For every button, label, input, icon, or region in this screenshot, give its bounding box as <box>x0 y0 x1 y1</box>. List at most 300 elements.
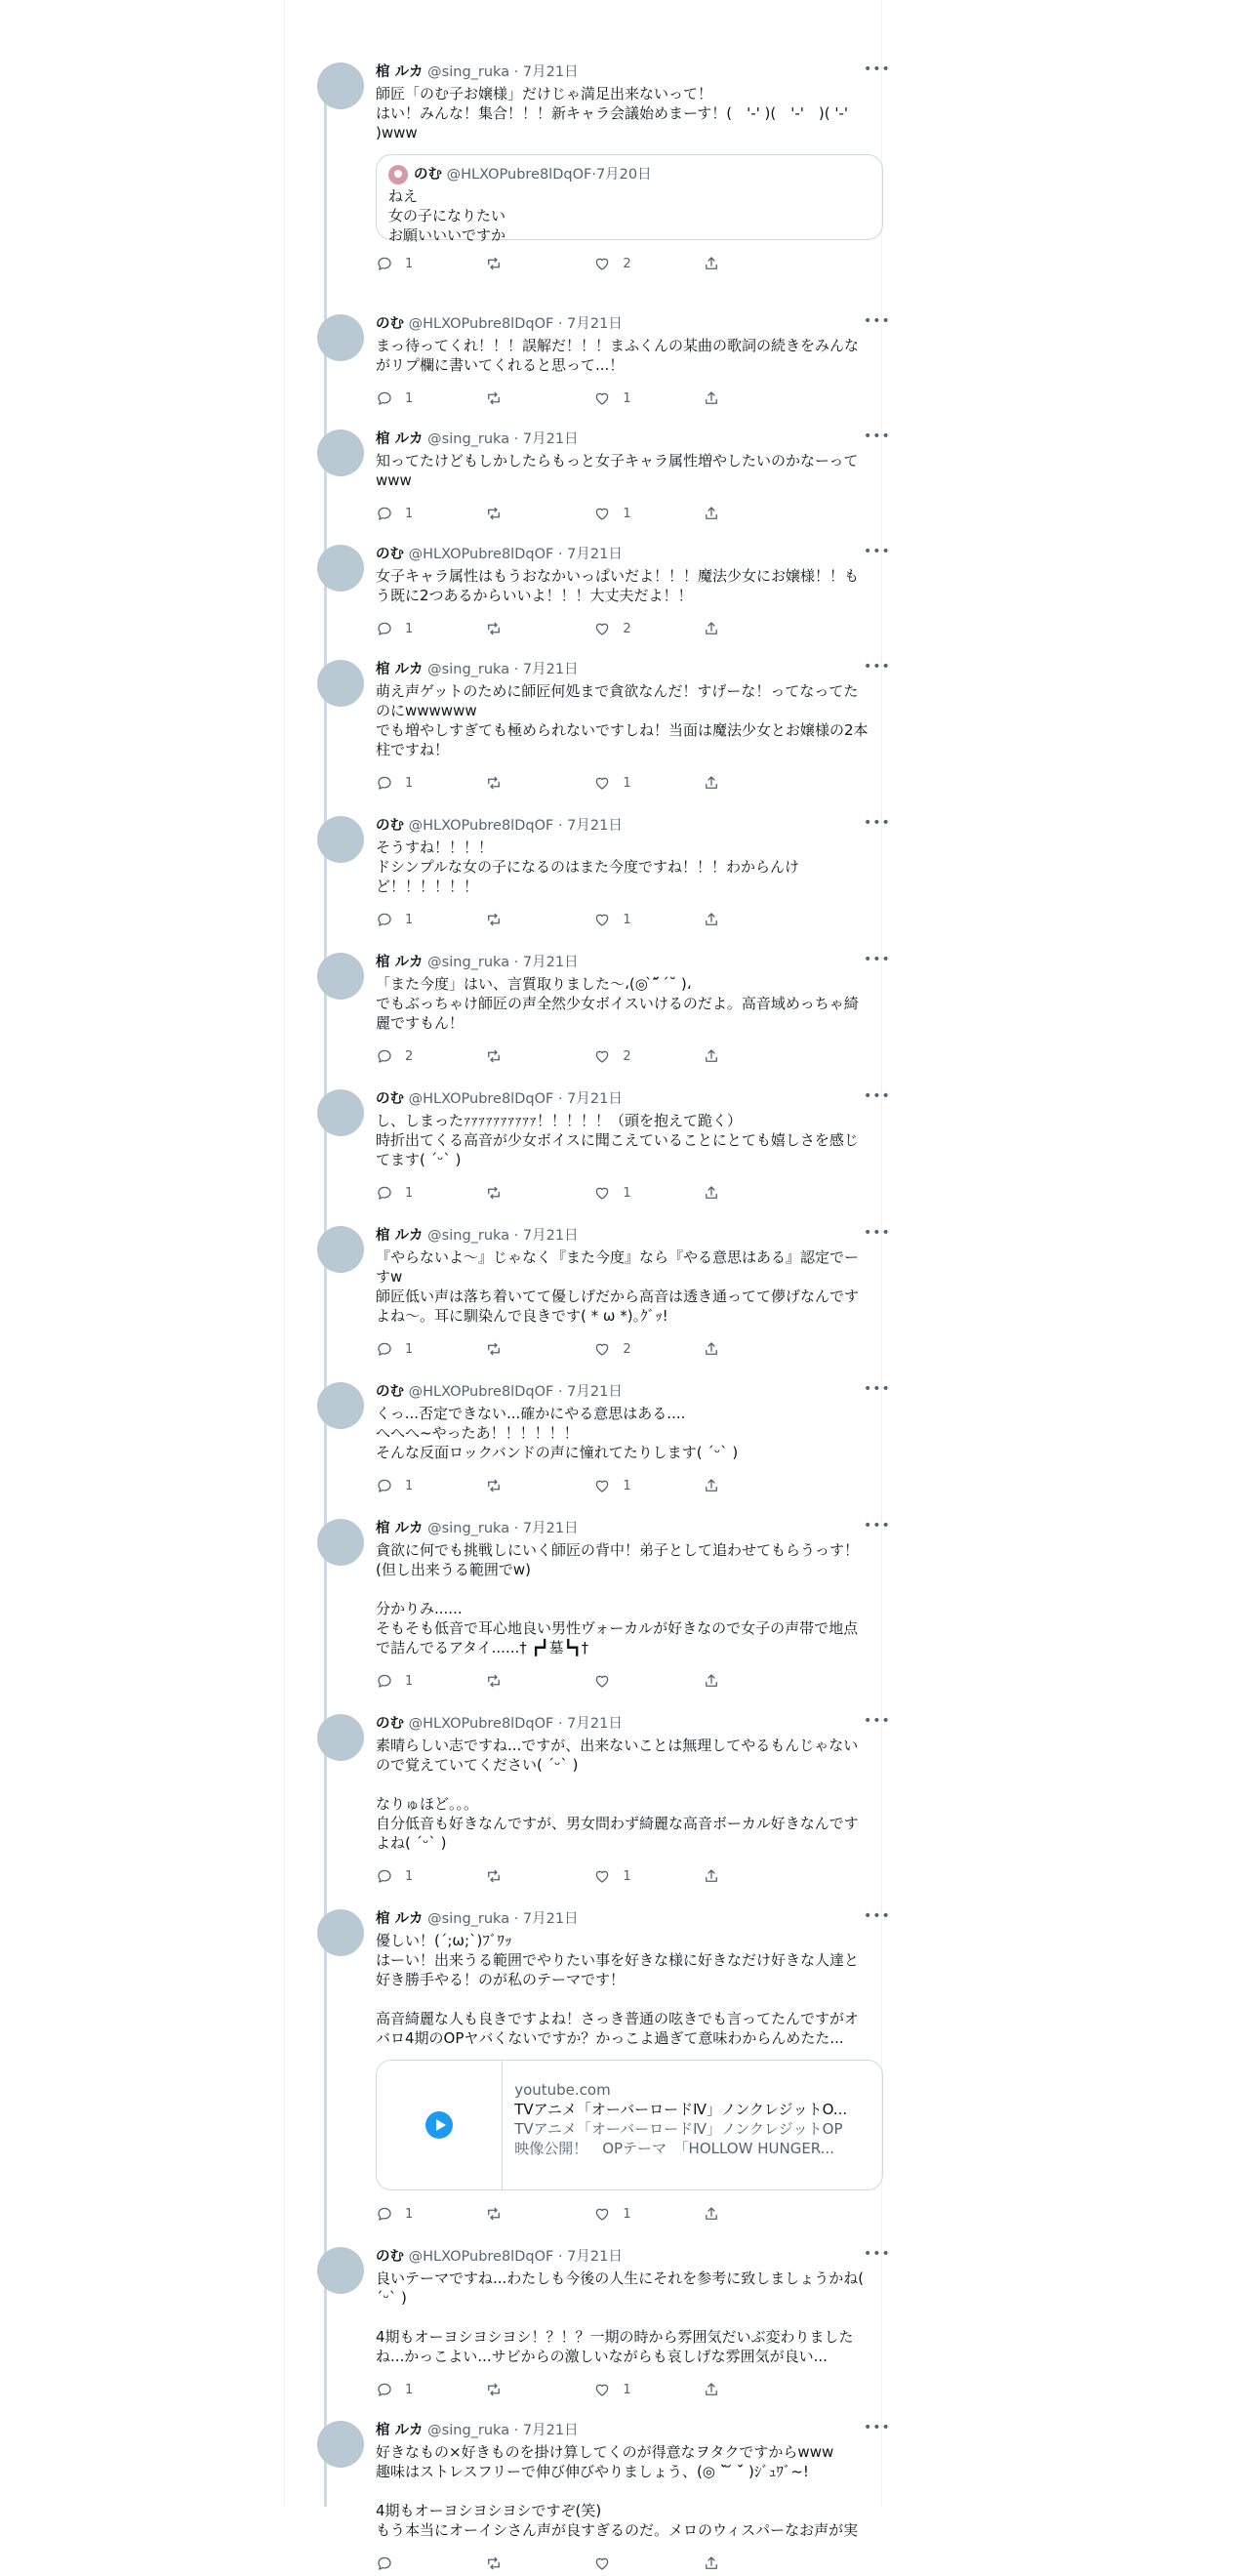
retweet-icon <box>485 774 503 792</box>
author-name[interactable]: 棺 ルカ <box>376 1521 424 1536</box>
separator-dot: · <box>553 316 568 332</box>
reply-count: 1 <box>405 2382 414 2397</box>
reply-count: 1 <box>405 912 414 927</box>
author-name[interactable]: のむ <box>376 818 404 834</box>
reply-button[interactable] <box>376 254 464 273</box>
author-name[interactable]: 棺 ルカ <box>376 1911 424 1927</box>
share-icon <box>703 1047 720 1065</box>
timestamp[interactable]: 7月21日 <box>522 1521 579 1536</box>
timestamp[interactable]: 7月21日 <box>567 2249 623 2265</box>
separator-dot: · <box>509 1228 523 1244</box>
tweet-body <box>376 2420 891 2573</box>
avatar[interactable] <box>317 1519 364 1566</box>
tweet-body <box>376 1381 891 1495</box>
tweet-header <box>376 429 891 449</box>
retweet-button[interactable] <box>485 504 573 523</box>
reply-button[interactable] <box>376 1476 464 1495</box>
like-count: 1 <box>623 1185 631 1201</box>
tweet-actions <box>376 1671 790 1691</box>
tweet-actions <box>376 388 790 408</box>
retweet-icon <box>485 1047 503 1065</box>
share-icon <box>703 911 720 928</box>
reply-button[interactable] <box>376 1671 464 1691</box>
avatar[interactable] <box>317 314 364 361</box>
separator-dot: · <box>509 662 523 677</box>
share-button[interactable] <box>703 254 790 273</box>
tweet-body <box>376 1088 891 1203</box>
tweet-header <box>376 313 891 334</box>
reply-icon <box>376 620 393 637</box>
heart-icon <box>593 2205 611 2223</box>
reply-button[interactable] <box>376 1183 464 1203</box>
retweet-icon <box>485 1477 503 1494</box>
retweet-button[interactable] <box>485 388 573 408</box>
retweet-icon <box>485 2381 503 2398</box>
quoted-tweet[interactable] <box>376 154 883 244</box>
reply-button[interactable] <box>376 504 464 523</box>
separator-dot: · <box>553 2249 568 2265</box>
reply-count: 1 <box>405 1341 414 1357</box>
tweet-header <box>376 1908 891 1929</box>
separator-dot: · <box>553 1091 568 1107</box>
like-count: 1 <box>623 1868 631 1884</box>
tweet-header <box>376 815 891 836</box>
avatar[interactable] <box>317 1909 364 1956</box>
like-button[interactable] <box>593 254 681 273</box>
timestamp[interactable]: 7月21日 <box>522 2423 579 2438</box>
separator-dot: · <box>509 2423 523 2438</box>
tweet-header <box>376 1518 891 1538</box>
quoted-timestamp: 7月20日 <box>595 167 652 183</box>
share-icon <box>703 774 720 792</box>
share-icon <box>703 1867 720 1885</box>
like-button[interactable] <box>593 2554 681 2573</box>
reply-icon <box>376 1340 393 1358</box>
retweet-icon <box>485 1340 503 1358</box>
tweet-actions <box>376 2380 790 2399</box>
author-name[interactable]: 棺 ルカ <box>376 662 424 677</box>
share-button[interactable] <box>703 619 790 638</box>
retweet-button[interactable] <box>485 2380 573 2399</box>
reply-icon <box>376 2205 393 2223</box>
reply-icon <box>376 1477 393 1494</box>
reply-count: 1 <box>405 506 414 521</box>
retweet-icon <box>485 1867 503 1885</box>
heart-icon <box>593 774 611 792</box>
more-options-icon[interactable]: ••• <box>864 2246 891 2262</box>
more-options-icon[interactable]: ••• <box>864 1381 891 1397</box>
author-handle[interactable]: @HLXOPubre8lDqOF <box>408 547 554 562</box>
tweet-actions <box>376 1866 790 1886</box>
like-count: 1 <box>623 390 631 406</box>
share-icon <box>703 1340 720 1358</box>
card-title: TVアニメ「オーバーロードⅣ」ノンクレジットO... <box>514 2101 848 2118</box>
reply-count: 1 <box>405 1673 414 1689</box>
author-handle[interactable]: @HLXOPubre8lDqOF <box>408 2249 554 2265</box>
more-options-icon[interactable]: ••• <box>864 544 891 559</box>
tweet-actions <box>376 504 790 523</box>
tweet-text: くっ...否定できない...確かにやる意思はある.... へへへ~やったあ！！！！！！ そんな反面ロックバンドの声に憧れてたりします( ˊᵕˋ ) <box>376 1405 739 1461</box>
card-description: TVアニメ「オーバーロードⅣ」ノンクレジットOP 映像公開！ OPテーマ 「HOLLOW HUNGER... <box>514 2120 843 2157</box>
reply-button[interactable] <box>376 2380 464 2399</box>
reply-icon <box>376 1867 393 1885</box>
share-button[interactable] <box>703 910 790 929</box>
tweet-body <box>376 815 891 929</box>
like-count: 1 <box>623 2382 631 2397</box>
tweet-header <box>376 659 891 679</box>
like-count: 1 <box>623 506 631 521</box>
tweet-actions <box>376 1183 790 1203</box>
retweet-icon <box>485 1184 503 1202</box>
retweet-icon <box>485 2205 503 2223</box>
retweet-icon <box>485 255 503 272</box>
tweet-text: 素晴らしい志ですね...ですが、出来ないことは無理してやるもんじゃない ので覚えていてください( ˊᵕˋ ) なりゅほど。。。 自分低音も好きなんですが、男女問わず綺麗な高音ボーカル好きなんです よね( ˊᵕˋ ) <box>376 1737 859 1852</box>
tweet-body <box>376 1518 891 1691</box>
share-icon <box>703 389 720 407</box>
share-icon <box>703 2381 720 2398</box>
retweet-button[interactable] <box>485 1046 573 1066</box>
reply-icon <box>376 1672 393 1690</box>
reply-button[interactable] <box>376 1866 464 1886</box>
share-icon <box>703 620 720 637</box>
reply-button[interactable] <box>376 1339 464 1359</box>
tweet-body <box>376 1225 891 1359</box>
like-button[interactable] <box>593 1671 681 1691</box>
share-icon <box>703 2555 720 2572</box>
like-count: 1 <box>623 912 631 927</box>
tweet-header <box>376 1381 891 1402</box>
author-handle[interactable]: @HLXOPubre8lDqOF <box>408 818 554 834</box>
author-name[interactable]: のむ <box>376 1716 404 1732</box>
share-button[interactable] <box>703 1046 790 1066</box>
like-button[interactable] <box>593 619 681 638</box>
timestamp[interactable]: 7月21日 <box>567 818 623 834</box>
reply-count: 1 <box>405 390 414 406</box>
reply-icon <box>376 255 393 272</box>
tweet-header <box>376 61 891 82</box>
tweet-text: 優しい！(´;ω;`)ﾌﾞﾜｯ はーい！出来うる範囲でやりたい事を好きな様に好きなだけ好きな人達と 好き勝手やる！のが私のテーマです！ 高音綺麗な人も良きですよね！さっき普通の呟きでも言ってたんですがオ バロ4期のOPヤバくないですか？かっこよ過ぎて意味わからんめたた... <box>376 1932 860 2047</box>
avatar[interactable] <box>317 660 364 707</box>
author-handle[interactable]: @sing_ruka <box>427 662 510 677</box>
timestamp[interactable]: 7月21日 <box>567 1716 623 1732</box>
retweet-button[interactable] <box>485 2204 573 2224</box>
share-button[interactable] <box>703 1339 790 1359</box>
retweet-icon <box>485 911 503 928</box>
reply-button[interactable] <box>376 910 464 929</box>
author-handle[interactable]: @sing_ruka <box>427 1228 510 1244</box>
avatar[interactable] <box>317 2421 364 2468</box>
reply-icon <box>376 774 393 792</box>
share-button[interactable] <box>703 388 790 408</box>
tweet-text: 貪欲に何でも挑戦しにいく師匠の背中！弟子として追わせてもらうっす！ (但し出来うる範囲でw) 分かりみ...... そもそも低音で耳心地良い男性ヴォーカルが好きなので女子の声帯で地点 で詰んでるアタイ......† ┏┛墓┗┓† <box>376 1541 860 1656</box>
tweet-text: 『やらないよ〜』じゃなく『また今度』なら『やる意思はある』認定でー すw 師匠低い声は落ち着いてて優しげだから高音は透き通ってて儚げなんです よね〜。耳に馴染んで良きです( * ω *)｡ｸﾞｯ! <box>376 1248 860 1325</box>
tweet-actions <box>376 773 790 793</box>
retweet-button[interactable] <box>485 910 573 929</box>
reply-button[interactable] <box>376 1046 464 1066</box>
heart-icon <box>593 2381 611 2398</box>
avatar[interactable] <box>317 429 364 476</box>
avatar[interactable] <box>317 545 364 592</box>
quoted-author-name: のむ <box>414 167 442 183</box>
tweet-text: 師匠「のむ子お嬢様」だけじゃ満足出来ないって！ はい！みんな！集合！！！新キャラ会議始めまーす！( '-' )( '-' )( '-' )www <box>376 85 849 142</box>
heart-icon <box>593 1477 611 1494</box>
like-count: 1 <box>623 1478 631 1493</box>
author-name[interactable]: のむ <box>376 1384 404 1400</box>
like-count: 2 <box>623 1341 631 1357</box>
reply-icon <box>376 911 393 928</box>
more-options-icon[interactable]: ••• <box>864 1908 891 1924</box>
quoted-avatar <box>388 165 408 184</box>
tweet-body <box>376 659 891 793</box>
avatar[interactable] <box>317 1089 364 1136</box>
heart-icon <box>593 1340 611 1358</box>
more-options-icon[interactable]: ••• <box>864 1518 891 1533</box>
author-handle[interactable]: @sing_ruka <box>427 64 510 80</box>
avatar[interactable] <box>317 1714 364 1761</box>
like-button[interactable] <box>593 504 681 523</box>
like-button[interactable] <box>593 388 681 408</box>
more-options-icon[interactable]: ••• <box>864 429 891 444</box>
timestamp[interactable]: 7月21日 <box>522 1911 579 1927</box>
like-button[interactable] <box>593 1046 681 1066</box>
like-button[interactable] <box>593 2380 681 2399</box>
share-button[interactable] <box>703 1476 790 1495</box>
reply-icon <box>376 2381 393 2398</box>
like-button[interactable] <box>593 1339 681 1359</box>
separator-dot: · <box>509 1521 523 1536</box>
retweet-button[interactable] <box>485 1183 573 1203</box>
tweet-header <box>376 1225 891 1246</box>
tweet-text: 良いテーマですね...わたしも今後の人生にそれを参考に致しましょうかね( ˊᵕˋ ) 4期もオーヨシヨシヨシ！？！？一期の時から雰囲気だいぶ変わりました ね...かっこよい...サビからの激しいながらも哀しげな雰囲気が良い... <box>376 2269 865 2365</box>
tweet-header <box>376 1088 891 1109</box>
separator-dot: · <box>553 1384 568 1400</box>
share-icon <box>703 1477 720 1494</box>
link-card[interactable] <box>376 2060 883 2190</box>
retweet-button[interactable] <box>485 773 573 793</box>
tweet-header <box>376 2246 891 2267</box>
card-media[interactable] <box>377 2061 503 2189</box>
share-button[interactable] <box>703 773 790 793</box>
heart-icon <box>593 255 611 272</box>
reply-icon <box>376 1184 393 1202</box>
author-handle[interactable]: @sing_ruka <box>427 431 510 447</box>
play-icon <box>425 2111 453 2139</box>
more-options-icon[interactable]: ••• <box>864 952 891 967</box>
more-options-icon[interactable]: ••• <box>864 1713 891 1729</box>
tweet-actions <box>376 1046 790 1066</box>
separator-dot: · <box>553 547 568 562</box>
retweet-button[interactable] <box>485 254 573 273</box>
separator-dot: · <box>591 167 596 183</box>
separator-dot: · <box>509 1911 523 1927</box>
reply-count: 1 <box>405 1185 414 1201</box>
more-options-icon[interactable]: ••• <box>864 61 891 77</box>
tweet-text: そうすね！！！！ ドシンプルな女の子になるのはまた今度ですね！！！わからんけ ど！！！！！！ <box>376 838 800 895</box>
heart-icon <box>593 1867 611 1885</box>
reply-count: 1 <box>405 775 414 791</box>
separator-dot: · <box>553 1716 568 1732</box>
tweet-body <box>376 544 891 638</box>
retweet-button[interactable] <box>485 1671 573 1691</box>
avatar[interactable] <box>317 62 364 109</box>
like-count: 2 <box>623 621 631 636</box>
tweet-header <box>376 544 891 564</box>
author-name[interactable]: のむ <box>376 316 404 332</box>
separator-dot: · <box>553 818 568 834</box>
avatar[interactable] <box>317 953 364 1000</box>
author-handle[interactable]: @sing_ruka <box>427 2423 510 2438</box>
quoted-text: ねえ 女の子になりたい お願いいいですか <box>388 187 506 244</box>
author-name[interactable]: 棺 ルカ <box>376 431 424 447</box>
tweet-text: し、しまったｧｧｧｧｧｧｧｧｧｧ！！！！！（頭を抱えて跪く） 時折出てくる高音が少女ボイスに聞こえていることにとても嬉しさを感じ てます( ˊᵕˋ ) <box>376 1112 859 1168</box>
author-handle[interactable]: @HLXOPubre8lDqOF <box>408 1384 554 1400</box>
reply-count: 1 <box>405 1478 414 1493</box>
share-button[interactable] <box>703 504 790 523</box>
avatar[interactable] <box>317 2247 364 2294</box>
timestamp[interactable]: 7月21日 <box>522 1228 579 1244</box>
timestamp[interactable]: 7月21日 <box>522 64 579 80</box>
share-button[interactable] <box>703 2204 790 2224</box>
tweet-actions <box>376 619 790 638</box>
timestamp[interactable]: 7月21日 <box>522 955 579 970</box>
tweet-body <box>376 429 891 523</box>
heart-icon <box>593 505 611 522</box>
like-button[interactable] <box>593 910 681 929</box>
timestamp[interactable]: 7月21日 <box>567 1091 623 1107</box>
like-count: 2 <box>623 1048 631 1064</box>
tweet-body <box>376 952 891 1066</box>
author-name[interactable]: のむ <box>376 1091 404 1107</box>
reply-button[interactable] <box>376 2204 464 2224</box>
share-button[interactable] <box>703 2554 790 2573</box>
share-button[interactable] <box>703 1183 790 1203</box>
like-button[interactable] <box>593 1183 681 1203</box>
like-button[interactable] <box>593 773 681 793</box>
more-options-icon[interactable]: ••• <box>864 659 891 675</box>
retweet-button[interactable] <box>485 2554 573 2573</box>
tweet-header <box>376 952 891 972</box>
reply-button[interactable] <box>376 773 464 793</box>
separator-dot: · <box>509 431 523 447</box>
avatar[interactable] <box>317 1382 364 1429</box>
tweet-body <box>376 313 891 408</box>
tweet-actions <box>376 1339 790 1359</box>
author-handle[interactable]: @sing_ruka <box>427 955 510 970</box>
share-icon <box>703 255 720 272</box>
reply-button[interactable] <box>376 619 464 638</box>
tweet-text: 好きなもの×好きものを掛け算してくのが得意なヲタクですからwww 趣味はストレスフリーで伸び伸びやりましょう、(◎ ˘̀ ᷄ ˘́ )ｼﾞｭﾜﾞ~! 4期もオーヨシヨシヨシですぞ(笑) もう本当にオーイシさん声が良すぎるのだ。メロのウィスパーなお声が実 <box>376 2443 859 2539</box>
tweet-header <box>376 1713 891 1734</box>
like-count: 2 <box>623 256 631 271</box>
timestamp[interactable]: 7月21日 <box>567 316 623 332</box>
like-count: 1 <box>623 775 631 791</box>
tweet-actions <box>376 2204 790 2224</box>
tweet-text: 知ってたけどもしかしたらもっと女子キャラ属性増やしたいのかなーって www <box>376 452 859 489</box>
heart-icon <box>593 1184 611 1202</box>
tweet-body <box>376 1908 891 2224</box>
tweet-body <box>376 2246 891 2399</box>
retweet-button[interactable] <box>485 1866 573 1886</box>
like-count: 1 <box>623 2206 631 2222</box>
author-handle[interactable]: @HLXOPubre8lDqOF <box>408 1091 554 1107</box>
more-options-icon[interactable]: ••• <box>864 1088 891 1104</box>
heart-icon <box>593 1672 611 1690</box>
retweet-icon <box>485 620 503 637</box>
tweet-actions <box>376 910 790 929</box>
separator-dot: · <box>509 955 523 970</box>
heart-icon <box>593 1047 611 1065</box>
author-handle[interactable]: @sing_ruka <box>427 1911 510 1927</box>
like-button[interactable] <box>593 1476 681 1495</box>
tweet-actions <box>376 2554 790 2573</box>
more-options-icon[interactable]: ••• <box>864 1225 891 1241</box>
retweet-icon <box>485 505 503 522</box>
like-button[interactable] <box>593 1866 681 1886</box>
author-name[interactable]: 棺 ルカ <box>376 955 424 970</box>
retweet-icon <box>485 1672 503 1690</box>
avatar[interactable] <box>317 1226 364 1273</box>
tweet-text: 女子キャラ属性はもうおなかいっぱいだよ！！！魔法少女にお嬢様！！も う既に2つあるからいいよ！！！大丈夫だよ！！ <box>376 567 860 604</box>
more-options-icon[interactable]: ••• <box>864 313 891 329</box>
tweet-text: まっ待ってくれ！！！誤解だ！！！まふくんの某曲の歌詞の続きをみんな がリプ欄に書いてくれると思って...！ <box>376 337 860 374</box>
more-options-icon[interactable]: ••• <box>864 2420 891 2435</box>
retweet-button[interactable] <box>485 1476 573 1495</box>
share-button[interactable] <box>703 1866 790 1886</box>
tweet-header <box>376 2420 891 2440</box>
share-icon <box>703 505 720 522</box>
author-name[interactable]: 棺 ルカ <box>376 64 424 80</box>
author-name[interactable]: 棺 ルカ <box>376 2423 424 2438</box>
author-name[interactable]: のむ <box>376 2249 404 2265</box>
tweet-actions <box>376 1476 790 1495</box>
retweet-icon <box>485 389 503 407</box>
reply-button[interactable] <box>376 388 464 408</box>
author-name[interactable]: のむ <box>376 547 404 562</box>
reply-count: 2 <box>405 1048 414 1064</box>
retweet-button[interactable] <box>485 1339 573 1359</box>
author-handle[interactable]: @sing_ruka <box>427 1521 510 1536</box>
share-button[interactable] <box>703 2380 790 2399</box>
retweet-button[interactable] <box>485 619 573 638</box>
tweet-body <box>376 1713 891 1886</box>
timestamp[interactable]: 7月21日 <box>567 1384 623 1400</box>
like-button[interactable] <box>593 2204 681 2224</box>
separator-dot: · <box>509 64 523 80</box>
card-domain: youtube.com <box>514 2081 611 2099</box>
reply-icon <box>376 505 393 522</box>
heart-icon <box>593 389 611 407</box>
timestamp[interactable]: 7月21日 <box>522 662 579 677</box>
share-button[interactable] <box>703 1671 790 1691</box>
reply-icon <box>376 389 393 407</box>
share-icon <box>703 1184 720 1202</box>
reply-count: 1 <box>405 256 414 271</box>
author-handle[interactable]: @HLXOPubre8lDqOF <box>408 1716 554 1732</box>
author-name[interactable]: 棺 ルカ <box>376 1228 424 1244</box>
author-handle[interactable]: @HLXOPubre8lDqOF <box>408 316 554 332</box>
more-options-icon[interactable]: ••• <box>864 815 891 831</box>
reply-count: 1 <box>405 2206 414 2222</box>
share-icon <box>703 2205 720 2223</box>
reply-icon <box>376 1047 393 1065</box>
tweet-text: 萌え声ゲットのために師匠何処まで貪欲なんだ！すげーな！ってなってた のにwwwwww でも増やしすぎても極められないですしね！当面は魔法少女とお嬢様の2本 柱ですね！ <box>376 682 869 758</box>
avatar[interactable] <box>317 816 364 863</box>
timestamp[interactable]: 7月21日 <box>522 431 579 447</box>
reply-button[interactable] <box>376 2554 464 2573</box>
heart-icon <box>593 2555 611 2572</box>
timestamp[interactable]: 7月21日 <box>567 547 623 562</box>
share-icon <box>703 1672 720 1690</box>
